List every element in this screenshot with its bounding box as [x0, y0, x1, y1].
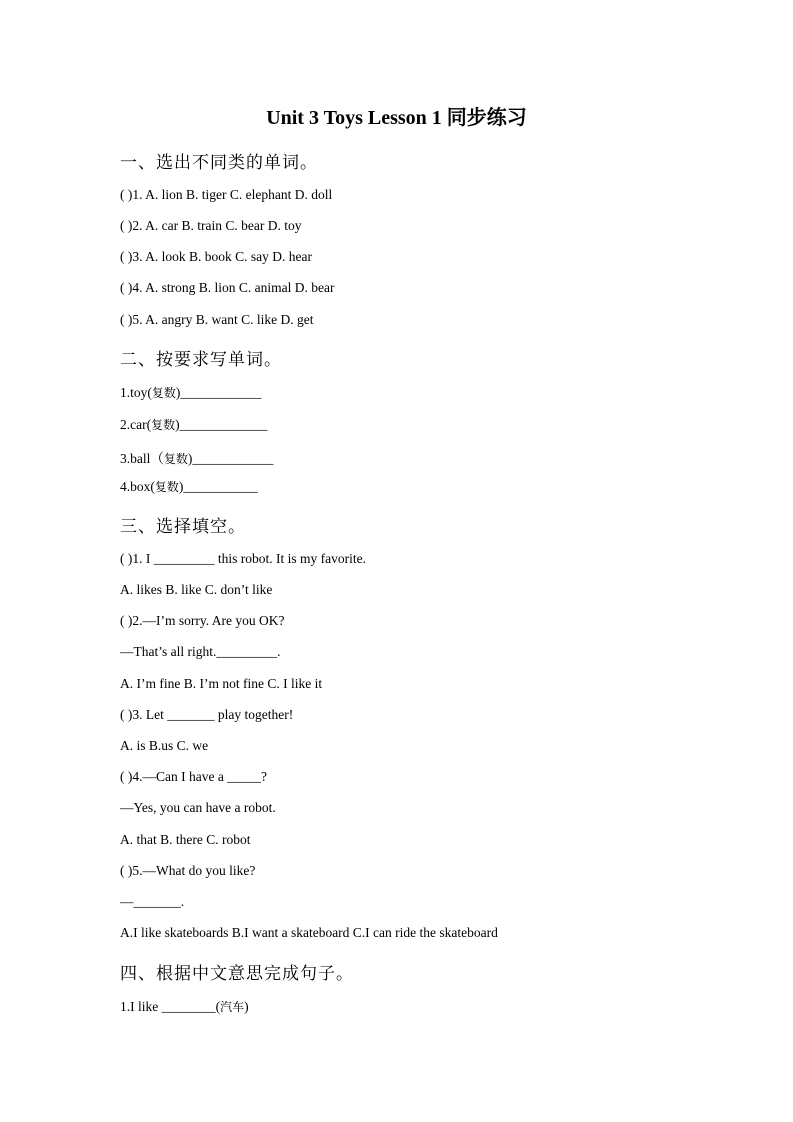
s1-question-4: ( )4. A. strong B. lion C. animal D. bear [120, 280, 335, 295]
page-title: Unit 3 Toys Lesson 1 同步练习 [266, 107, 527, 129]
s1-question-3: ( )3. A. look B. book C. say D. hear [120, 249, 312, 264]
s4-q1-hint: 汽车 [220, 1000, 245, 1014]
s3-question-5: ( )5.—What do you like? [120, 863, 256, 878]
s2-q3-hint: 复数 [163, 452, 188, 466]
s2-q4-hint: 复数 [154, 480, 179, 494]
s2-q1-prefix: 1.toy( [120, 385, 152, 400]
s3-options-4: A. that B. there C. robot [120, 832, 251, 847]
s2-q3-prefix: 3.ball（ [120, 451, 164, 466]
s2-question-2 [120, 416, 267, 433]
s2-q2-hint: 复数 [151, 418, 176, 432]
s4-q1-suffix: ) [244, 999, 249, 1014]
s3-options-1: A. likes B. like C. don’t like [120, 582, 273, 597]
s4-q1-prefix: 1.I like ________( [120, 999, 221, 1014]
s2-q1-hint: 复数 [151, 386, 176, 400]
s3-question-4-reply: —Yes, you can have a robot. [120, 800, 276, 815]
s2-question-3 [120, 447, 273, 467]
s2-question-4 [120, 478, 258, 495]
s2-q3-blank: )____________ [187, 451, 274, 466]
s2-q4-blank: )___________ [178, 479, 258, 494]
s1-question-2: ( )2. A. car B. train C. bear D. toy [120, 218, 302, 233]
s2-question-1 [120, 384, 261, 401]
s4-question-1 [120, 998, 249, 1015]
s2-q2-prefix: 2.car( [120, 417, 152, 432]
section-1-heading: 一、选出不同类的单词。 [120, 153, 318, 173]
s3-question-4: ( )4.—Can I have a _____? [120, 769, 267, 784]
s3-question-2: ( )2.—I’m sorry. Are you OK? [120, 613, 285, 628]
s3-question-2-reply: —That’s all right._________. [120, 644, 281, 659]
s1-question-5: ( )5. A. angry B. want C. like D. get [120, 312, 314, 327]
s2-q1-blank: )____________ [175, 385, 262, 400]
s2-q2-blank: )_____________ [175, 417, 268, 432]
s3-question-1: ( )1. I _________ this robot. It is my favorite. [120, 551, 366, 566]
s1-question-1: ( )1. A. lion B. tiger C. elephant D. doll [120, 187, 333, 202]
section-4-heading: 四、根据中文意思完成句子。 [120, 964, 354, 984]
section-3-heading: 三、选择填空。 [120, 517, 246, 537]
s3-options-3: A. is B.us C. we [120, 738, 209, 753]
section-2-heading: 二、按要求写单词。 [120, 350, 282, 370]
s3-options-5: A.I like skateboards B.I want a skateboard C.I can ride the skateboard [120, 925, 498, 940]
s2-q4-prefix: 4.box( [120, 479, 155, 494]
s3-options-2: A. I’m fine B. I’m not fine C. I like it [120, 676, 323, 691]
s3-question-5-reply: —_______. [120, 894, 185, 909]
s3-question-3: ( )3. Let _______ play together! [120, 707, 294, 722]
